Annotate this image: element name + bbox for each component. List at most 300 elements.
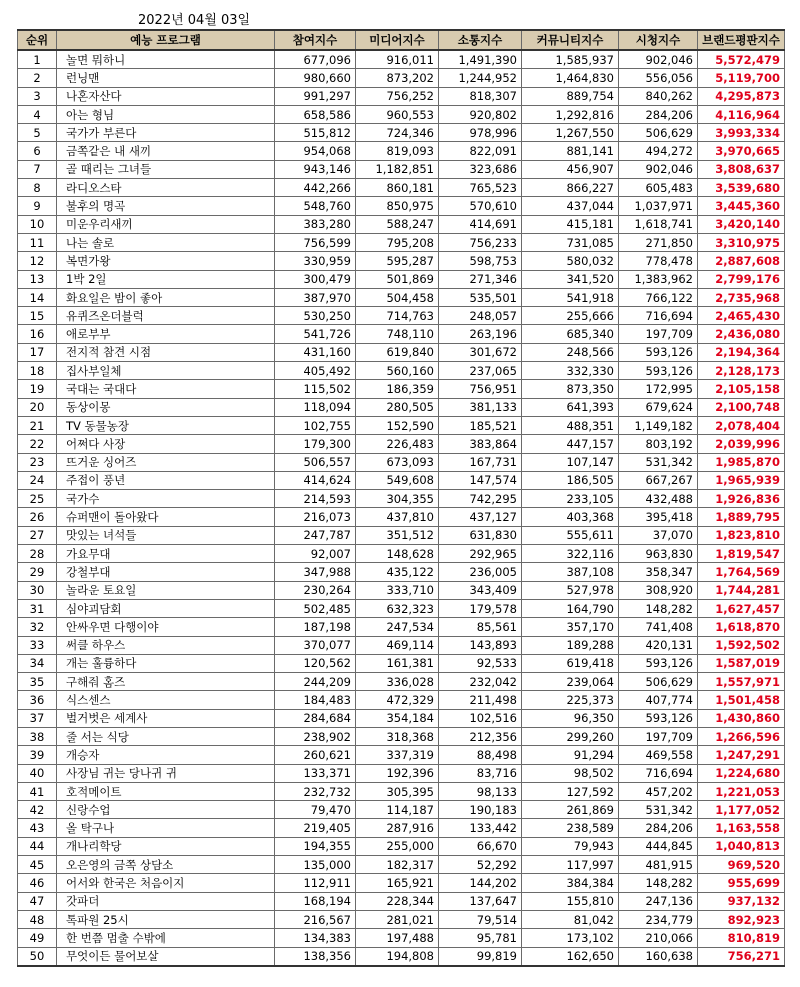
media-cell: 354,184: [356, 709, 439, 727]
media-cell: 351,512: [356, 526, 439, 544]
program-cell: 신랑수업: [57, 801, 275, 819]
media-cell: 469,114: [356, 636, 439, 654]
communication-cell: 190,183: [439, 801, 522, 819]
table-row: [18, 50, 785, 69]
brand-index-cell: 2,465,430: [698, 307, 785, 325]
participation-cell: 133,371: [275, 764, 356, 782]
media-cell: 748,110: [356, 325, 439, 343]
brand-index-cell: 2,799,176: [698, 270, 785, 288]
communication-cell: 179,578: [439, 599, 522, 617]
communication-cell: 237,065: [439, 362, 522, 380]
program-cell: 유퀴즈온더블럭: [57, 307, 275, 325]
participation-cell: 216,567: [275, 910, 356, 928]
community-cell: 341,520: [522, 270, 619, 288]
rank-cell: 22: [18, 435, 57, 453]
program-cell: 놀라운 토요일: [57, 581, 275, 599]
media-cell: 632,323: [356, 599, 439, 617]
media-cell: 148,628: [356, 545, 439, 563]
viewership-cell: 1,037,971: [619, 197, 698, 215]
viewership-cell: 1,149,182: [619, 416, 698, 434]
table-row: [18, 343, 785, 361]
table-row: [18, 325, 785, 343]
community-cell: 81,042: [522, 910, 619, 928]
brand-index-cell: 2,887,608: [698, 252, 785, 270]
community-cell: 225,373: [522, 691, 619, 709]
communication-cell: 437,127: [439, 508, 522, 526]
participation-cell: 232,732: [275, 782, 356, 800]
viewership-cell: 803,192: [619, 435, 698, 453]
table-row: [18, 856, 785, 874]
rank-cell: 49: [18, 929, 57, 947]
media-cell: 860,181: [356, 179, 439, 197]
program-cell: 무엇이든 물어보살: [57, 947, 275, 966]
brand-index-cell: 1,221,053: [698, 782, 785, 800]
brand-index-cell: 5,119,700: [698, 69, 785, 87]
rank-cell: 40: [18, 764, 57, 782]
communication-cell: 143,893: [439, 636, 522, 654]
participation-cell: 194,355: [275, 837, 356, 855]
program-cell: 맛있는 녀석들: [57, 526, 275, 544]
table-row: [18, 508, 785, 526]
media-cell: 873,202: [356, 69, 439, 87]
rank-cell: 38: [18, 727, 57, 745]
table-row: [18, 179, 785, 197]
header-media: 미디어지수: [356, 30, 439, 50]
table-row: [18, 563, 785, 581]
community-cell: 403,368: [522, 508, 619, 526]
table-row: [18, 288, 785, 306]
viewership-cell: 197,709: [619, 325, 698, 343]
media-cell: 318,368: [356, 727, 439, 745]
program-cell: 강철부대: [57, 563, 275, 581]
community-cell: 186,505: [522, 471, 619, 489]
rank-cell: 19: [18, 380, 57, 398]
rank-cell: 12: [18, 252, 57, 270]
participation-cell: 92,007: [275, 545, 356, 563]
brand-index-cell: 1,823,810: [698, 526, 785, 544]
participation-cell: 347,988: [275, 563, 356, 581]
brand-index-cell: 1,889,795: [698, 508, 785, 526]
community-cell: 98,502: [522, 764, 619, 782]
brand-index-cell: 3,970,665: [698, 142, 785, 160]
program-cell: 런닝맨: [57, 69, 275, 87]
viewership-cell: 494,272: [619, 142, 698, 160]
rank-cell: 46: [18, 874, 57, 892]
participation-cell: 442,266: [275, 179, 356, 197]
participation-cell: 541,726: [275, 325, 356, 343]
table-row: [18, 545, 785, 563]
viewership-cell: 716,694: [619, 764, 698, 782]
program-cell: 어쩌다 사장: [57, 435, 275, 453]
rank-cell: 25: [18, 490, 57, 508]
date-label: 2022년 04월 03일: [138, 13, 251, 28]
viewership-cell: 160,638: [619, 947, 698, 966]
brand-index-cell: 2,128,173: [698, 362, 785, 380]
brand-index-cell: 5,572,479: [698, 50, 785, 69]
participation-cell: 138,356: [275, 947, 356, 966]
participation-cell: 135,000: [275, 856, 356, 874]
communication-cell: 263,196: [439, 325, 522, 343]
media-cell: 194,808: [356, 947, 439, 966]
media-cell: 437,810: [356, 508, 439, 526]
participation-cell: 219,405: [275, 819, 356, 837]
table-row: [18, 746, 785, 764]
media-cell: 161,381: [356, 654, 439, 672]
viewership-cell: 284,206: [619, 105, 698, 123]
community-cell: 881,141: [522, 142, 619, 160]
table-row: [18, 526, 785, 544]
media-cell: 673,093: [356, 453, 439, 471]
rank-cell: 4: [18, 105, 57, 123]
table-row: [18, 471, 785, 489]
viewership-cell: 1,618,741: [619, 215, 698, 233]
table-body: [18, 50, 785, 966]
community-cell: 488,351: [522, 416, 619, 434]
brand-index-cell: 1,985,870: [698, 453, 785, 471]
viewership-cell: 556,056: [619, 69, 698, 87]
media-cell: 960,553: [356, 105, 439, 123]
table-row: [18, 215, 785, 233]
community-cell: 641,393: [522, 398, 619, 416]
community-cell: 555,611: [522, 526, 619, 544]
brand-index-cell: 1,266,596: [698, 727, 785, 745]
community-cell: 527,978: [522, 581, 619, 599]
brand-index-cell: 1,592,502: [698, 636, 785, 654]
community-cell: 162,650: [522, 947, 619, 966]
media-cell: 165,921: [356, 874, 439, 892]
rank-cell: 11: [18, 233, 57, 251]
participation-cell: 431,160: [275, 343, 356, 361]
rank-cell: 20: [18, 398, 57, 416]
community-cell: 866,227: [522, 179, 619, 197]
rank-cell: 43: [18, 819, 57, 837]
program-cell: 오은영의 금쪽 상담소: [57, 856, 275, 874]
media-cell: 304,355: [356, 490, 439, 508]
community-cell: 255,666: [522, 307, 619, 325]
participation-cell: 118,094: [275, 398, 356, 416]
rank-cell: 13: [18, 270, 57, 288]
community-cell: 541,918: [522, 288, 619, 306]
table-row: [18, 490, 785, 508]
participation-cell: 383,280: [275, 215, 356, 233]
table-row: [18, 270, 785, 288]
viewership-cell: 457,202: [619, 782, 698, 800]
media-cell: 182,317: [356, 856, 439, 874]
community-cell: 889,754: [522, 87, 619, 105]
program-cell: 나혼자산다: [57, 87, 275, 105]
community-cell: 387,108: [522, 563, 619, 581]
viewership-cell: 593,126: [619, 343, 698, 361]
header-viewership: 시청지수: [619, 30, 698, 50]
viewership-cell: 444,845: [619, 837, 698, 855]
participation-cell: 214,593: [275, 490, 356, 508]
viewership-cell: 469,558: [619, 746, 698, 764]
brand-index-cell: 1,926,836: [698, 490, 785, 508]
participation-cell: 756,599: [275, 233, 356, 251]
communication-cell: 144,202: [439, 874, 522, 892]
table-row: [18, 453, 785, 471]
header-communication: 소통지수: [439, 30, 522, 50]
participation-cell: 120,562: [275, 654, 356, 672]
community-cell: 415,181: [522, 215, 619, 233]
program-cell: 국가수: [57, 490, 275, 508]
media-cell: 472,329: [356, 691, 439, 709]
media-cell: 287,916: [356, 819, 439, 837]
brand-index-cell: 1,744,281: [698, 581, 785, 599]
communication-cell: 343,409: [439, 581, 522, 599]
program-cell: 화요일은 밤이 좋아: [57, 288, 275, 306]
media-cell: 619,840: [356, 343, 439, 361]
community-cell: 456,907: [522, 160, 619, 178]
brand-index-cell: 4,295,873: [698, 87, 785, 105]
rank-cell: 8: [18, 179, 57, 197]
community-cell: 685,340: [522, 325, 619, 343]
communication-cell: 818,307: [439, 87, 522, 105]
community-cell: 299,260: [522, 727, 619, 745]
community-cell: 384,384: [522, 874, 619, 892]
rank-cell: 16: [18, 325, 57, 343]
participation-cell: 247,787: [275, 526, 356, 544]
communication-cell: 211,498: [439, 691, 522, 709]
communication-cell: 98,133: [439, 782, 522, 800]
media-cell: 714,763: [356, 307, 439, 325]
communication-cell: 92,533: [439, 654, 522, 672]
viewership-cell: 395,418: [619, 508, 698, 526]
media-cell: 280,505: [356, 398, 439, 416]
rank-cell: 9: [18, 197, 57, 215]
program-cell: 놀면 뭐하니: [57, 50, 275, 69]
community-cell: 91,294: [522, 746, 619, 764]
brand-index-cell: 1,618,870: [698, 618, 785, 636]
program-cell: 애로부부: [57, 325, 275, 343]
viewership-cell: 963,830: [619, 545, 698, 563]
brand-index-cell: 937,132: [698, 892, 785, 910]
community-cell: 238,589: [522, 819, 619, 837]
community-cell: 261,869: [522, 801, 619, 819]
brand-index-cell: 3,539,680: [698, 179, 785, 197]
participation-cell: 405,492: [275, 362, 356, 380]
brand-index-cell: 1,224,680: [698, 764, 785, 782]
communication-cell: 85,561: [439, 618, 522, 636]
media-cell: 724,346: [356, 124, 439, 142]
communication-cell: 167,731: [439, 453, 522, 471]
rank-cell: 28: [18, 545, 57, 563]
table-row: [18, 252, 785, 270]
program-cell: 호적메이트: [57, 782, 275, 800]
brand-index-cell: 1,819,547: [698, 545, 785, 563]
communication-cell: 102,516: [439, 709, 522, 727]
table-row: [18, 782, 785, 800]
brand-index-cell: 1,501,458: [698, 691, 785, 709]
table-row: [18, 599, 785, 617]
table-row: [18, 581, 785, 599]
program-cell: 슈퍼맨이 돌아왔다: [57, 508, 275, 526]
program-cell: 써클 하우스: [57, 636, 275, 654]
table-row: [18, 69, 785, 87]
communication-cell: 1,491,390: [439, 50, 522, 69]
participation-cell: 168,194: [275, 892, 356, 910]
rank-cell: 10: [18, 215, 57, 233]
table-row: [18, 691, 785, 709]
participation-cell: 238,902: [275, 727, 356, 745]
rank-cell: 45: [18, 856, 57, 874]
table-row: [18, 801, 785, 819]
rank-cell: 18: [18, 362, 57, 380]
media-cell: 152,590: [356, 416, 439, 434]
community-cell: 127,592: [522, 782, 619, 800]
participation-cell: 515,812: [275, 124, 356, 142]
viewership-cell: 358,347: [619, 563, 698, 581]
program-cell: 벌거벗은 세계사: [57, 709, 275, 727]
table-row: [18, 197, 785, 215]
participation-cell: 284,684: [275, 709, 356, 727]
community-cell: 580,032: [522, 252, 619, 270]
viewership-cell: 432,488: [619, 490, 698, 508]
communication-cell: 570,610: [439, 197, 522, 215]
communication-cell: 147,574: [439, 471, 522, 489]
viewership-cell: 667,267: [619, 471, 698, 489]
viewership-cell: 172,995: [619, 380, 698, 398]
media-cell: 1,182,851: [356, 160, 439, 178]
program-cell: 미운우리새끼: [57, 215, 275, 233]
viewership-cell: 148,282: [619, 874, 698, 892]
program-cell: 동상이몽: [57, 398, 275, 416]
communication-cell: 52,292: [439, 856, 522, 874]
communication-cell: 598,753: [439, 252, 522, 270]
participation-cell: 184,483: [275, 691, 356, 709]
community-cell: 1,464,830: [522, 69, 619, 87]
participation-cell: 502,485: [275, 599, 356, 617]
media-cell: 186,359: [356, 380, 439, 398]
communication-cell: 88,498: [439, 746, 522, 764]
brand-index-cell: 2,105,158: [698, 380, 785, 398]
brand-index-cell: 2,039,996: [698, 435, 785, 453]
community-cell: 873,350: [522, 380, 619, 398]
table-row: [18, 618, 785, 636]
table-row: [18, 727, 785, 745]
communication-cell: 414,691: [439, 215, 522, 233]
participation-cell: 244,209: [275, 673, 356, 691]
brand-index-cell: 2,100,748: [698, 398, 785, 416]
brand-index-cell: 810,819: [698, 929, 785, 947]
table-row: [18, 398, 785, 416]
rank-cell: 2: [18, 69, 57, 87]
viewership-cell: 741,408: [619, 618, 698, 636]
program-cell: 라디오스타: [57, 179, 275, 197]
media-cell: 850,975: [356, 197, 439, 215]
communication-cell: 79,514: [439, 910, 522, 928]
communication-cell: 822,091: [439, 142, 522, 160]
brand-index-cell: 3,445,360: [698, 197, 785, 215]
viewership-cell: 902,046: [619, 50, 698, 69]
communication-cell: 323,686: [439, 160, 522, 178]
rank-cell: 36: [18, 691, 57, 709]
rank-cell: 21: [18, 416, 57, 434]
rank-cell: 30: [18, 581, 57, 599]
program-cell: 골 때리는 그녀들: [57, 160, 275, 178]
table-row: [18, 142, 785, 160]
communication-cell: 66,670: [439, 837, 522, 855]
rank-cell: 33: [18, 636, 57, 654]
communication-cell: 1,244,952: [439, 69, 522, 87]
rank-cell: 15: [18, 307, 57, 325]
rank-cell: 26: [18, 508, 57, 526]
media-cell: 255,000: [356, 837, 439, 855]
participation-cell: 134,383: [275, 929, 356, 947]
communication-cell: 271,346: [439, 270, 522, 288]
brand-index-cell: 1,627,457: [698, 599, 785, 617]
communication-cell: 381,133: [439, 398, 522, 416]
table-row: [18, 160, 785, 178]
table-row: [18, 654, 785, 672]
media-cell: 795,208: [356, 233, 439, 251]
program-cell: 한 번쯤 멈출 수밖에: [57, 929, 275, 947]
communication-cell: 248,057: [439, 307, 522, 325]
viewership-cell: 605,483: [619, 179, 698, 197]
program-cell: 복면가왕: [57, 252, 275, 270]
communication-cell: 301,672: [439, 343, 522, 361]
community-cell: 322,116: [522, 545, 619, 563]
community-cell: 173,102: [522, 929, 619, 947]
media-cell: 588,247: [356, 215, 439, 233]
rank-cell: 7: [18, 160, 57, 178]
community-cell: 233,105: [522, 490, 619, 508]
communication-cell: 978,996: [439, 124, 522, 142]
viewership-cell: 308,920: [619, 581, 698, 599]
rank-cell: 27: [18, 526, 57, 544]
communication-cell: 742,295: [439, 490, 522, 508]
media-cell: 819,093: [356, 142, 439, 160]
header-participation: 참여지수: [275, 30, 356, 50]
viewership-cell: 531,342: [619, 801, 698, 819]
communication-cell: 292,965: [439, 545, 522, 563]
rank-cell: 14: [18, 288, 57, 306]
rank-cell: 23: [18, 453, 57, 471]
viewership-cell: 679,624: [619, 398, 698, 416]
participation-cell: 179,300: [275, 435, 356, 453]
program-cell: 나는 솔로: [57, 233, 275, 251]
media-cell: 549,608: [356, 471, 439, 489]
community-cell: 332,330: [522, 362, 619, 380]
community-cell: 164,790: [522, 599, 619, 617]
brand-index-cell: 969,520: [698, 856, 785, 874]
community-cell: 117,997: [522, 856, 619, 874]
brand-index-cell: 4,116,964: [698, 105, 785, 123]
table-row: [18, 636, 785, 654]
viewership-cell: 148,282: [619, 599, 698, 617]
communication-cell: 756,951: [439, 380, 522, 398]
communication-cell: 631,830: [439, 526, 522, 544]
program-cell: 불후의 명곡: [57, 197, 275, 215]
header-brand-index: 브랜드평판지수: [698, 30, 785, 50]
rank-cell: 34: [18, 654, 57, 672]
brand-index-cell: 2,078,404: [698, 416, 785, 434]
community-cell: 1,292,816: [522, 105, 619, 123]
participation-cell: 330,959: [275, 252, 356, 270]
communication-cell: 99,819: [439, 947, 522, 966]
brand-index-cell: 3,993,334: [698, 124, 785, 142]
program-cell: 아는 형님: [57, 105, 275, 123]
communication-cell: 185,521: [439, 416, 522, 434]
rank-cell: 3: [18, 87, 57, 105]
communication-cell: 383,864: [439, 435, 522, 453]
communication-cell: 95,781: [439, 929, 522, 947]
program-cell: 개는 훌륭하다: [57, 654, 275, 672]
communication-cell: 920,802: [439, 105, 522, 123]
viewership-cell: 593,126: [619, 362, 698, 380]
media-cell: 228,344: [356, 892, 439, 910]
viewership-cell: 271,850: [619, 233, 698, 251]
